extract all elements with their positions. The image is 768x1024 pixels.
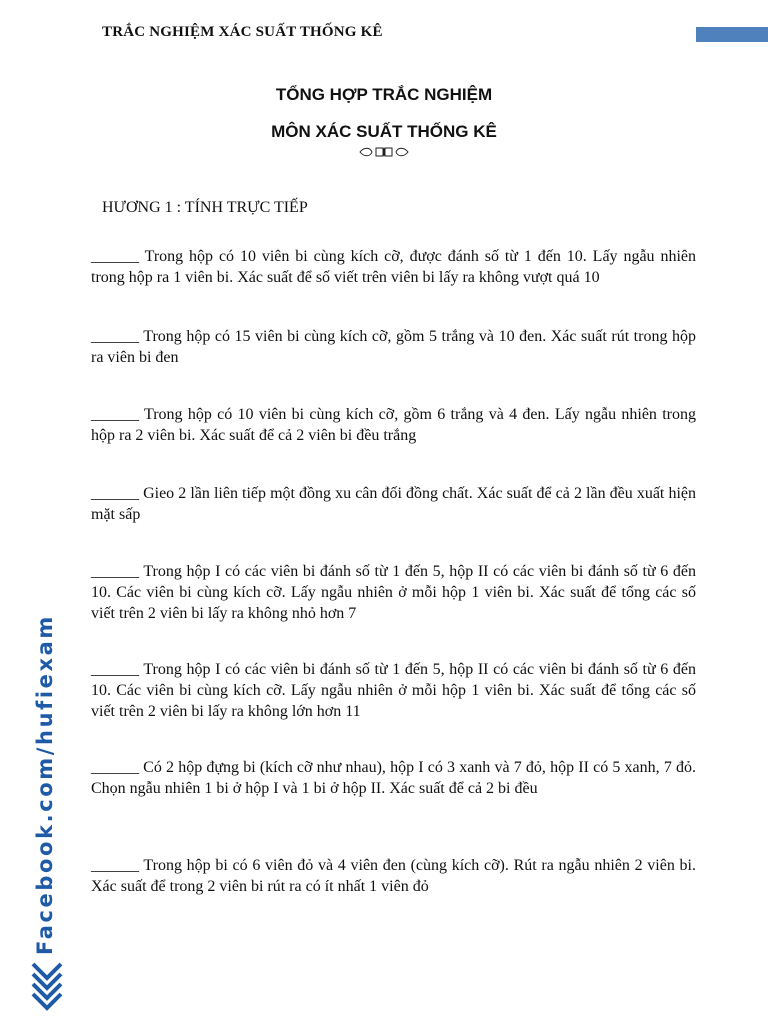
question-text: Gieo 2 lần liên tiếp một đồng xu cân đối đồng chất. Xác suất để cả 2 lần đều xuất hiện mặt sấp (91, 485, 696, 523)
chapter-heading: HƯƠNG 1 : TÍNH TRỰC TIẾP (102, 199, 308, 216)
answer-blank: ______ (91, 563, 139, 580)
ornament-divider (0, 146, 768, 162)
answer-blank: ______ (91, 661, 139, 678)
answer-blank: ______ (91, 248, 139, 265)
question-item (91, 659, 696, 722)
document-title-line1: TỔNG HỢP TRẮC NGHIỆM (275, 85, 493, 104)
answer-blank: ______ (91, 328, 139, 345)
double-chevron-down-icon (30, 960, 64, 1016)
question-item (91, 757, 696, 799)
facebook-watermark: Facebook.com/hufiexam (33, 614, 57, 955)
question-text: Có 2 hộp đựng bi (kích cỡ như nhau), hộp I có 3 xanh và 7 đỏ, hộp II có 5 xanh, 7 đỏ. Chọn ngẫu nhiên 1 bi ở hộp I và 1 bi ở hộp II. Xác suất để cả 2 bi đều (91, 759, 696, 797)
question-text: Trong hộp I có các viên bi đánh số từ 1 đến 5, hộp II có các viên bi đánh số từ 6 đến 10. Các viên bi cùng kích cỡ. Lấy ngẫu nhiên ở mỗi hộp 1 viên bi. Xác suất để tổng các số viết trên 2 viên bi lấy ra không lớn hơn 11 (91, 661, 696, 720)
answer-blank: ______ (91, 406, 139, 423)
book-ornament-icon (358, 146, 410, 158)
question-text: Trong hộp có 10 viên bi cùng kích cỡ, gồm 6 trắng và 4 đen. Lấy ngẫu nhiên trong hộp ra 2 viên bi. Xác suất để cả 2 viên bi đều trắng (91, 406, 696, 444)
question-item (91, 326, 696, 368)
document-title-line2: MÔN XÁC SUẤT THỐNG KÊ (271, 122, 497, 141)
question-text: Trong hộp có 15 viên bi cùng kích cỡ, gồm 5 trắng và 10 đen. Xác suất rút trong hộp ra viên bi đen (91, 328, 696, 366)
question-item (91, 246, 696, 288)
question-item (91, 561, 696, 624)
question-item (91, 483, 696, 525)
question-item (91, 404, 696, 446)
question-text: Trong hộp I có các viên bi đánh số từ 1 đến 5, hộp II có các viên bi đánh số từ 6 đến 10. Các viên bi cùng kích cỡ. Lấy ngẫu nhiên ở mỗi hộp 1 viên bi. Xác suất để tổng các số viết trên 2 viên bi lấy ra không nhỏ hơn 7 (91, 563, 696, 622)
answer-blank: ______ (91, 485, 139, 502)
question-text: Trong hộp bi có 6 viên đỏ và 4 viên đen (cùng kích cỡ). Rút ra ngẫu nhiên 2 viên bi. Xác suất để trong 2 viên bi rút ra có ít nhất 1 viên đỏ (91, 857, 696, 895)
question-item (91, 855, 696, 897)
question-text: Trong hộp có 10 viên bi cùng kích cỡ, được đánh số từ 1 đến 10. Lấy ngẫu nhiên trong hộp ra 1 viên bi. Xác suất để số viết trên viên bi lấy ra không vượt quá 10 (91, 248, 696, 286)
answer-blank: ______ (91, 857, 139, 874)
answer-blank: ______ (91, 759, 139, 776)
header-accent-bar (696, 27, 768, 42)
running-header-title: TRẮC NGHIỆM XÁC SUẤT THỐNG KÊ (102, 24, 383, 40)
